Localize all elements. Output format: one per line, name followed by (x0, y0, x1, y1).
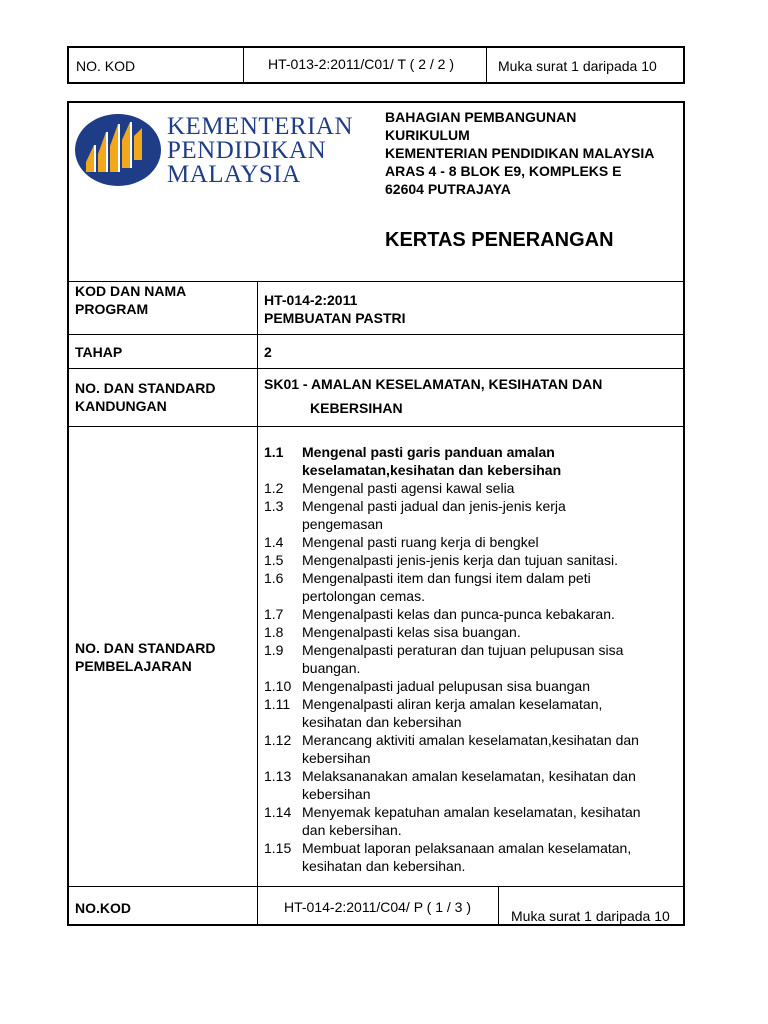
standard-text: kesihatan dan kebersihan (302, 714, 462, 730)
standard-text: Mengenalpasti item dan fungsi item dalam peti (302, 570, 591, 586)
standard-text: dan kebersihan. (302, 822, 402, 838)
standard-text: Mengenalpasti kelas dan punca-punca kebakaran. (302, 606, 615, 622)
standard-text: pengemasan (302, 516, 383, 532)
standard-text: Mengenalpasti kelas sisa buangan. (302, 624, 521, 640)
standard-number: 1.14 (264, 804, 292, 820)
document-title: KERTAS PENERANGAN (385, 229, 614, 251)
kandungan-label: NO. DAN STANDARD KANDUNGAN (75, 380, 216, 414)
kandungan-value-line1: SK01 - AMALAN KESELAMATAN, KESIHATAN DAN (264, 376, 603, 392)
standard-text: pertolongan cemas. (302, 588, 425, 604)
department-line: KEMENTERIAN PENDIDIKAN MALAYSIA (385, 145, 655, 161)
standard-text: Mengenal pasti agensi kawal selia (302, 480, 515, 496)
standard-number: 1.10 (264, 678, 292, 694)
program-value (264, 291, 406, 327)
standard-text: Melaksananakan amalan keselamatan, kesihatan dan (302, 768, 636, 784)
footer-kod-label: NO.KOD (75, 900, 131, 916)
standard-number: 1.11 (264, 696, 291, 712)
standard-number: 1.3 (264, 498, 284, 514)
standard-number: 1.15 (264, 840, 292, 856)
standard-text: keselamatan,kesihatan dan kebersihan (302, 462, 562, 478)
standard-number: 1.1 (264, 444, 284, 460)
tahap-value: 2 (264, 344, 272, 360)
header-page-info: Muka surat 1 daripada 10 (498, 58, 657, 74)
standard-text: kesihatan dan kebersihan. (302, 858, 466, 874)
tahap-label: TAHAP (75, 344, 123, 360)
program-name: PEMBUATAN PASTRI (264, 310, 406, 326)
standard-number: 1.5 (264, 552, 284, 568)
standard-text: Mengenal pasti ruang kerja di bengkel (302, 534, 539, 550)
standard-number: 1.12 (264, 732, 292, 748)
standard-text: Mengenal pasti garis panduan amalan (302, 444, 555, 460)
standard-text: buangan. (302, 660, 361, 676)
standard-number: 1.13 (264, 768, 292, 784)
standard-text: Menyemak kepatuhan amalan keselamatan, kesihatan (302, 804, 641, 820)
standard-number: 1.4 (264, 534, 284, 550)
header-kod-value: HT-013-2:2011/C01/ T ( 2 / 2 ) (268, 56, 454, 72)
header-kod-label: NO. KOD (76, 58, 136, 74)
program-label: KOD DAN NAMA PROGRAM (75, 283, 187, 317)
standard-text: Mengenalpasti jadual pelupusan sisa buangan (302, 678, 590, 694)
ministry-logo (74, 110, 374, 190)
kandungan-value-line2: KEBERSIHAN (310, 400, 403, 416)
standard-number: 1.8 (264, 624, 284, 640)
standard-text: Mengenalpasti jenis-jenis kerja dan tujuan sanitasi. (302, 552, 618, 568)
standard-number: 1.9 (264, 642, 284, 658)
standard-text: kebersihan (302, 750, 371, 766)
department-line: 62604 PUTRAJAYA (385, 181, 511, 197)
standard-number: 1.2 (264, 480, 284, 496)
program-code: HT-014-2:2011 (264, 292, 358, 308)
footer-page-info: Muka surat 1 daripada 10 (511, 908, 670, 924)
standard-text: Membuat laporan pelaksanaan amalan keselamatan, (302, 840, 632, 856)
department-line: BAHAGIAN PEMBANGUNAN (385, 109, 577, 125)
department-line: ARAS 4 - 8 BLOK E9, KOMPLEKS E (385, 163, 622, 179)
standard-text: Merancang aktiviti amalan keselamatan,kesihatan dan (302, 732, 639, 748)
standard-number: 1.6 (264, 570, 284, 586)
logo-text-line2: PENDIDIKAN (167, 137, 327, 164)
logo-text-line1: KEMENTERIAN (167, 113, 354, 140)
pembelajaran-label: NO. DAN STANDARD PEMBELAJARAN (75, 640, 216, 674)
department-line: KURIKULUM (385, 127, 470, 143)
standard-text: kebersihan (302, 786, 371, 802)
logo-text-line3: MALAYSIA (167, 161, 301, 188)
standard-text: Mengenalpasti peraturan dan tujuan pelupusan sisa (302, 642, 624, 658)
standard-number: 1.7 (264, 606, 284, 622)
standard-text: Mengenalpasti aliran kerja amalan keselamatan, (302, 696, 603, 712)
department-block (385, 108, 654, 198)
footer-kod-value: HT-014-2:2011/C04/ P ( 1 / 3 ) (284, 899, 472, 915)
standard-text: Mengenal pasti jadual dan jenis-jenis kerja (302, 498, 566, 514)
